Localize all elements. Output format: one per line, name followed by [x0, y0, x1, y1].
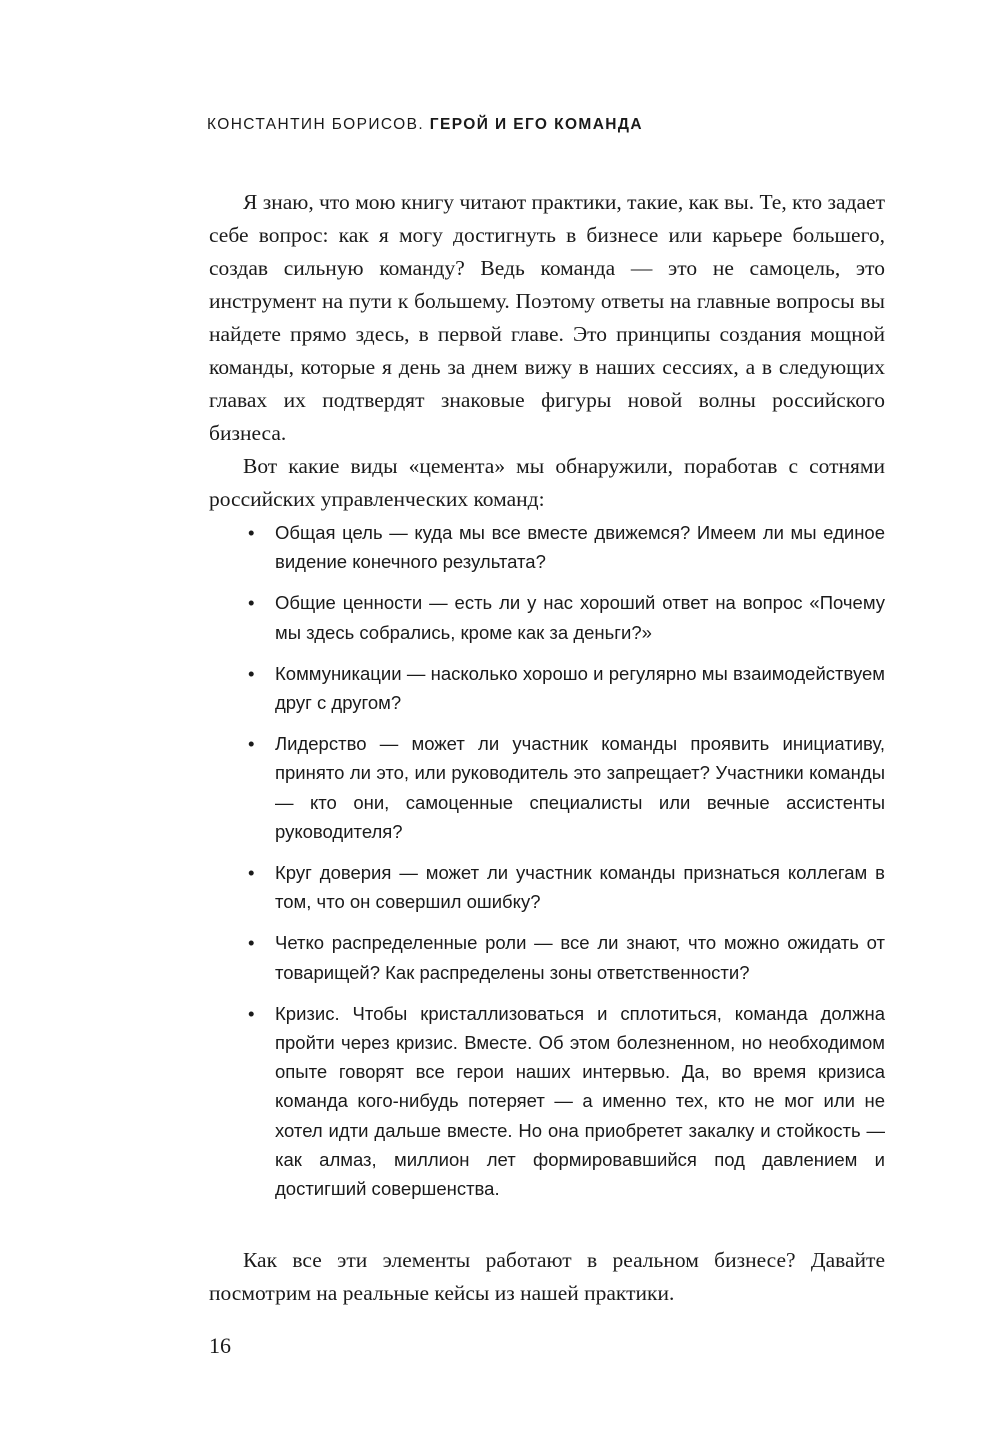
- bullet-text: Общая цель — куда мы все вместе движемся? Имеем ли мы единое видение конечного результата?: [275, 522, 885, 573]
- running-head-book-title: ГЕРОЙ И ЕГО КОМАНДА: [429, 116, 643, 133]
- bullet-text: Круг доверия — может ли участник команды признаться коллегам в том, что он совершил ошибку?: [275, 862, 885, 913]
- paragraph-intro: [209, 186, 885, 450]
- running-head: [207, 116, 643, 134]
- bullet-item-common-goal: [209, 518, 885, 576]
- bullet-text: Общие ценности — есть ли у нас хороший ответ на вопрос «Почему мы здесь собрались, кроме как за деньги?»: [275, 592, 885, 643]
- paragraph-cement-text: Вот какие виды «цемента» мы обнаружили, поработав с сотнями российских управленческих команд:: [209, 454, 885, 511]
- bullet-icon: •: [248, 1002, 255, 1024]
- paragraph-cases-text: Как все эти элементы работают в реальном бизнесе? Давайте посмотрим на реальные кейсы из нашей практики.: [209, 1248, 885, 1305]
- bullet-icon: •: [248, 733, 255, 755]
- bullet-item-crisis: [209, 999, 885, 1203]
- bullet-text: Четко распределенные роли — все ли знают, что можно ожидать от товарищей? Как распределены зоны ответственности?: [275, 932, 885, 983]
- bullet-text: Лидерство — может ли участник команды проявить инициативу, принято ли это, или руководитель это запрещает? Участники команды — кто они, самоценные специалисты или вечные ассистенты руководителя?: [275, 733, 885, 842]
- page-number: 16: [209, 1333, 231, 1358]
- bullet-list: [209, 518, 885, 1215]
- bullet-item-common-values: [209, 588, 885, 646]
- bullet-item-leadership: [209, 729, 885, 846]
- paragraph-cement: [209, 450, 885, 516]
- bullet-icon: •: [248, 662, 255, 684]
- bullet-text: Кризис. Чтобы кристаллизоваться и сплотиться, команда должна пройти через кризис. Вместе. Об этом болезненном, но необходимом опыте говорят все герои наших интервью. Да, во время кризиса команда кого-нибудь потеряет — а именно тех, кто не мог или не хотел идти дальше вместе. Но она приобретет закалку и стойкость — как алмаз, миллион лет формировавшийся под давлением и достигший совершенства.: [275, 1002, 885, 1200]
- running-head-author: КОНСТАНТИН БОРИСОВ.: [207, 116, 425, 133]
- bullet-icon: •: [248, 592, 255, 614]
- bullet-text: Коммуникации — насколько хорошо и регулярно мы взаимодействуем друг с другом?: [275, 662, 885, 714]
- paragraph-cases: [209, 1244, 885, 1310]
- bullet-icon: •: [248, 522, 255, 543]
- bullet-icon: •: [248, 932, 255, 954]
- bullet-item-communications: [209, 659, 885, 717]
- bullet-item-circle-of-trust: [209, 858, 885, 916]
- bullet-item-roles: [209, 928, 885, 986]
- paragraph-intro-text: Я знаю, что мою книгу читают практики, такие, как вы. Те, кто задает себе вопрос: как я могу достигнуть в бизнесе или карьере большего, создав сильную команду? Ведь команда — это не самоцель, это инструмент на пути к большему. Поэтому ответы на главные вопросы вы найдете прямо здесь, в первой главе. Это принципы создания мощной команды, которые я день за днем вижу в наших сессиях, а в следующих главах их подтвердят знаковые фигуры новой волны российского бизнеса.: [209, 190, 885, 445]
- bullet-icon: •: [248, 862, 255, 884]
